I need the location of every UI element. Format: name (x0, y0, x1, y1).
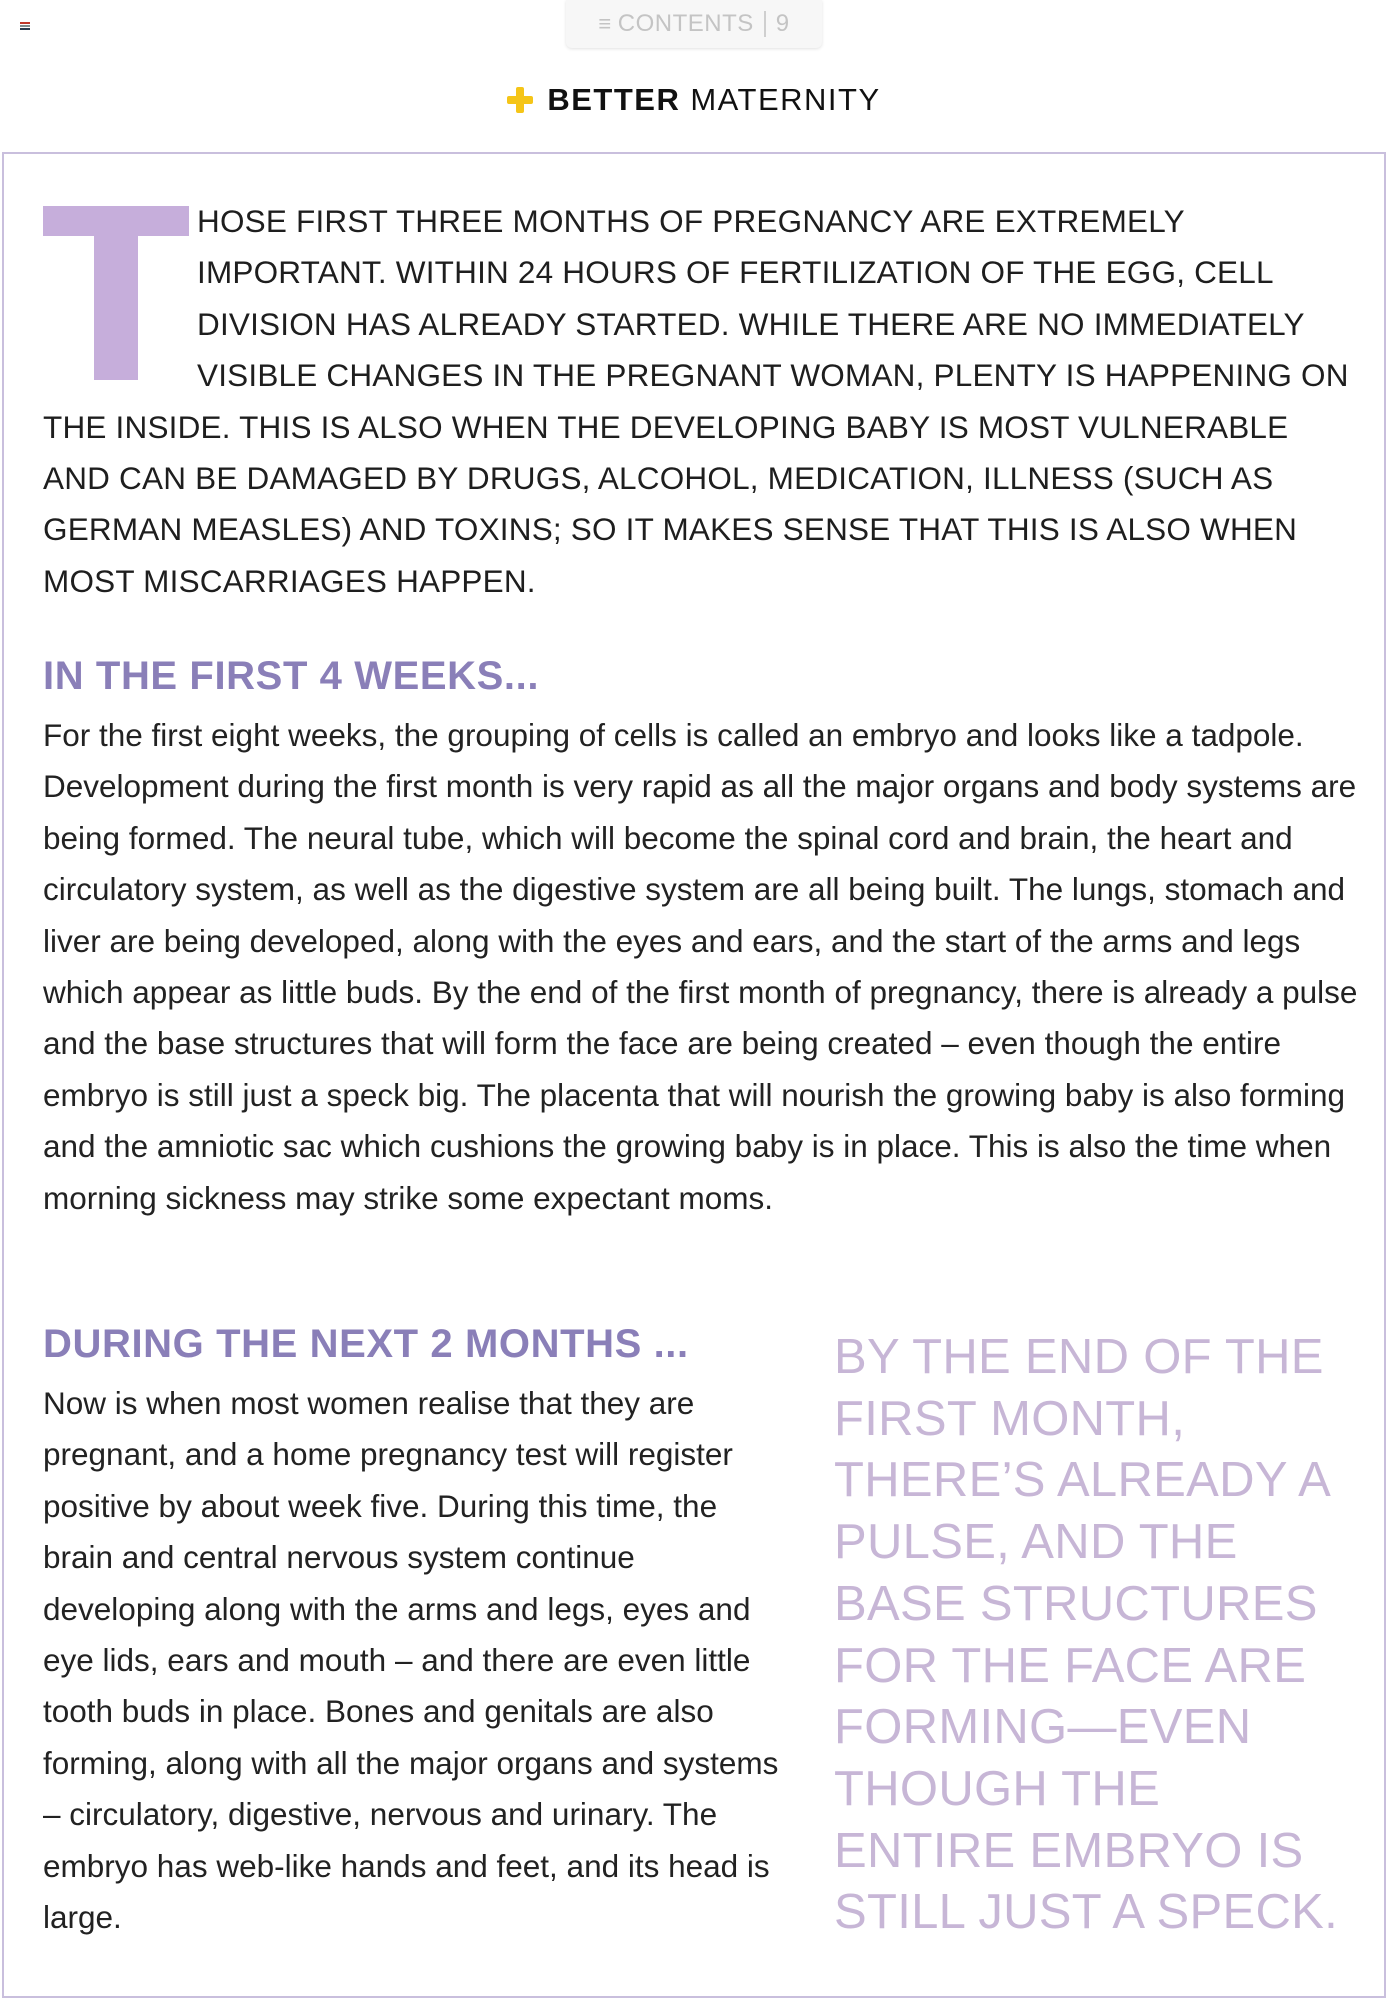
menu-icon[interactable] (20, 22, 30, 30)
section-heading: IN THE FIRST 4 WEEKS... (43, 654, 540, 698)
intro-text: HOSE FIRST THREE MONTHS OF PREGNANCY ARE EXTREMELY IMPORTANT. WITHIN 24 HOURS OF FERTILIZATION OF THE EGG, CELL DIVISION HAS ALREADY STARTED. WHILE THERE ARE NO IMMEDIATELY VISIBLE CHANGES IN THE PREGNANT WOMAN, PLENTY IS HAPPENING ON THE INSIDE. THIS IS ALSO WHEN THE DEVELOPING BABY IS MOST VULNERABLE AND CAN BE DAMAGED BY DRUGS, ALCOHOL, MEDICATION, ILLNESS (SUCH AS GERMAN MEASLES) AND TOXINS; SO IT MAKES SENSE THAT THIS IS ALSO WHEN MOST MISCARRIAGES HAPPEN. (43, 203, 1349, 599)
pull-quote: BY THE END OF THE FIRST MONTH, THERE’S ALREADY A PULSE, AND THE BASE STRUCTURES FOR THE FACE ARE FORMING—EVEN THOUGH THE ENTIRE EMBRYO IS STILL JUST A SPECK. (834, 1330, 1339, 1940)
intro-paragraph (43, 196, 1353, 607)
section-header (0, 82, 1388, 118)
contents-label: CONTENTS (617, 10, 754, 37)
page-number: 9 (775, 10, 790, 37)
menu-icon-line (20, 25, 30, 27)
drop-cap (43, 202, 193, 390)
section-body: For the first eight weeks, the grouping of cells is called an embryo and looks like a tadpole. Development during the first month is very rapid as all the major organs and body systems are being formed. The neural tube, which will become the spinal cord and brain, the heart and circulatory system, as well as the digestive system are all being built. The lungs, stomach and liver are being developed, along with the eyes and ears, and the start of the arms and legs which appear as little buds. By the end of the first month of pregnancy, there is already a pulse and the base structures that will form the face are being created – even though the entire embryo is still just a speck big. The placenta that will nourish the growing baby is also forming and the amniotic sac which cushions the growing baby is in place. This is also the time when morning sickness may strike some expectant moms. (43, 717, 1358, 1216)
contents-button[interactable] (566, 0, 822, 48)
plus-icon (507, 87, 533, 113)
section-heading: DURING THE NEXT 2 MONTHS ... (43, 1322, 689, 1366)
menu-icon-line (20, 28, 30, 30)
divider (764, 11, 766, 37)
menu-icon-line (20, 22, 30, 24)
list-icon: ≡ (598, 11, 612, 36)
brand-regular: MATERNITY (690, 82, 881, 117)
section-body: Now is when most women realise that they are pregnant, and a home pregnancy test will register positive by about week five. During this time, the brain and central nervous system continue developing along with the arms and legs, eyes and eye lids, ears and mouth – and there are even little tooth buds in place. Bones and genitals are also forming, along with all the major organs and systems – circulatory, digestive, nervous and urinary. The embryo has web-like hands and feet, and its head is large. (43, 1385, 779, 1936)
drop-cap-stem (94, 206, 138, 380)
brand-bold: BETTER (547, 82, 681, 117)
